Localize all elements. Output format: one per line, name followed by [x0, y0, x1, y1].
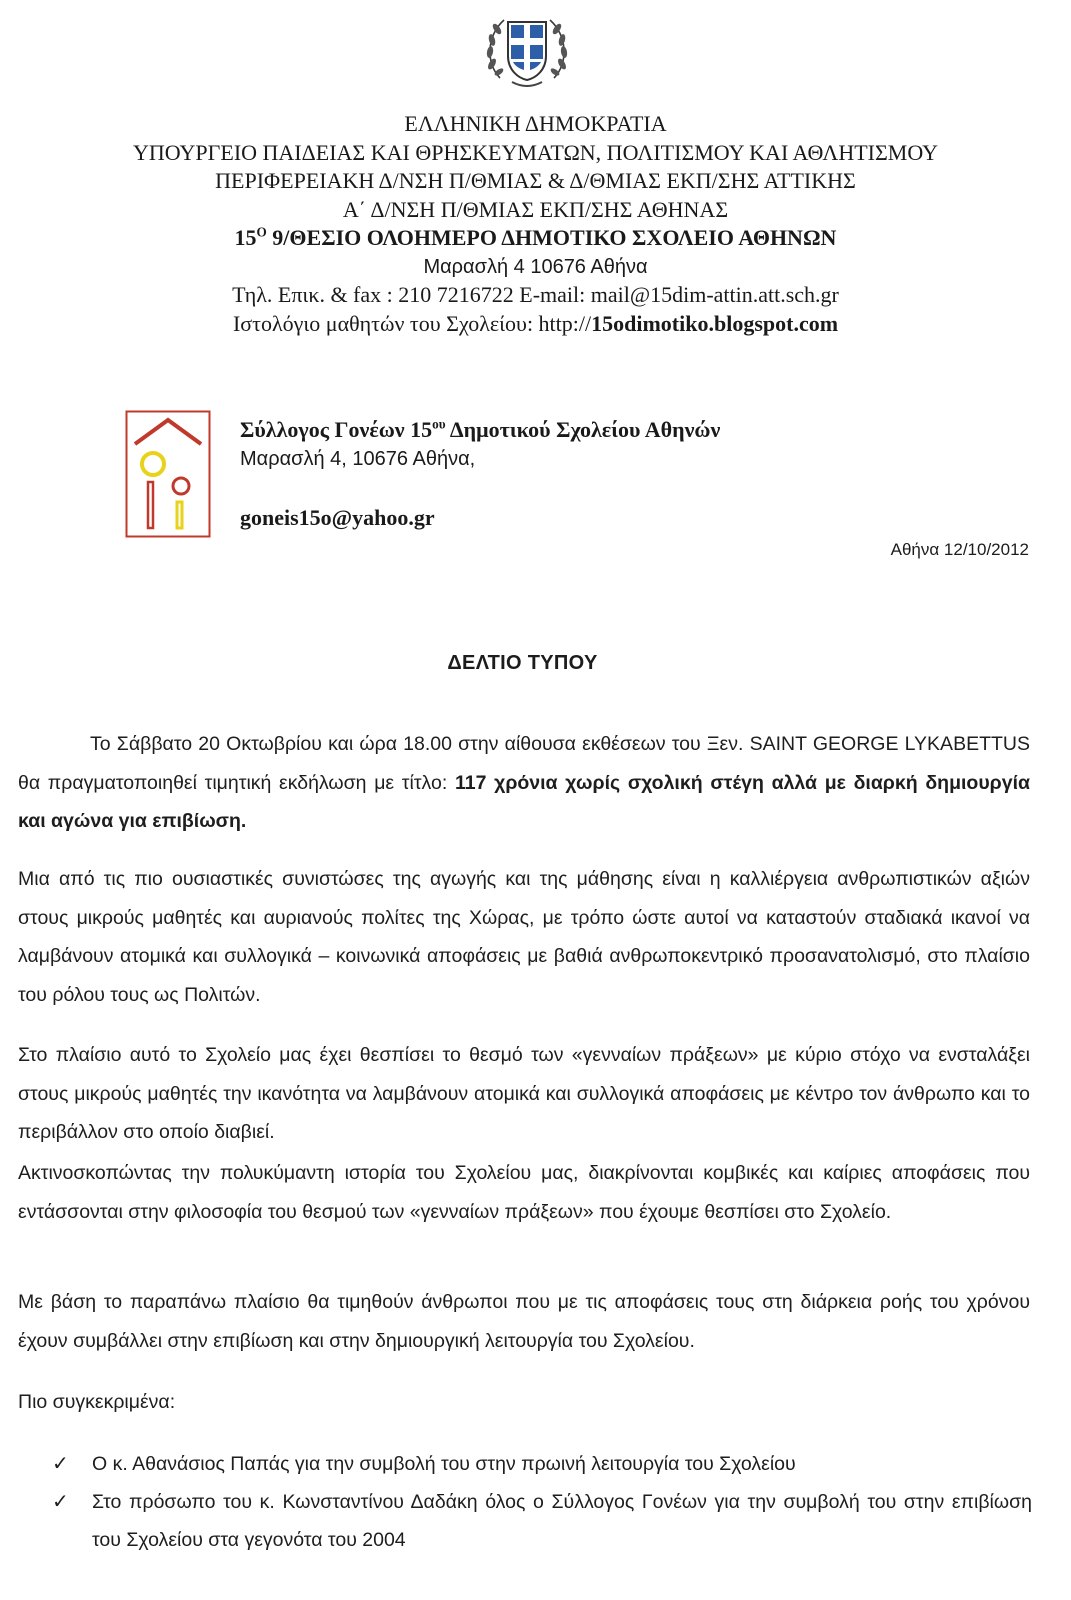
letterhead-regional-directorate: ΠΕΡΙΦΕΡΕΙΑΚΗ Δ/ΝΣΗ Π/ΘΜΙΑΣ & Δ/ΘΜΙΑΣ ΕΚΠ/ΣΗΣ ΑΤΤΙΚΗΣ: [215, 168, 856, 193]
paragraph-values: Μια από τις πιο ουσιαστικές συνιστώσες της αγωγής και της μάθησης είναι η καλλιέργεια ανθρωπιστικών αξιών στους μικρούς μαθητές και αυριανούς πολίτες της Χώρας, με τρόπο ώστε αυτοί να καταστούν σταδιακά ικανοί να λαμβάνουν ατομικά και συλλογικά – κοινωνικά αποφάσεις με βαθιά ανθρωποκεντρικό προσανατολισμό, στο πλαίσιο του ρόλου τους ως Πολιτών.: [18, 868, 1030, 1006]
list-item-text: Στο πρόσωπο του κ. Κωνσταντίνου Δαδάκη όλος ο Σύλλογος Γονέων για την συμβολή του στην επιβίωση του Σχολείου στα γεγονότα του 2004: [92, 1491, 1032, 1551]
paragraph-honorees: Με βάση το παραπάνω πλαίσιο θα τιμηθούν άνθρωποι που με τις αποφάσεις τους στη διάρκεια ροής του χρόνου έχουν συμβάλλει στην επιβίωση και στην δημιουργική λειτουργία του Σχολείου.: [18, 1291, 1030, 1352]
honorees-list: [52, 1445, 1032, 1559]
list-item-text: Ο κ. Αθανάσιος Παπάς για την συμβολή του στην πρωινή λειτουργία του Σχολείου: [92, 1453, 796, 1475]
list-item: [52, 1445, 1032, 1483]
paragraph-history: Ακτινοσκοπώντας την πολυκύμαντη ιστορία του Σχολείου μας, διακρίνονται κομβικές και καίριες αποφάσεις που εντάσσονται στην φιλοσοφία του θεσμού των «γενναίων πράξεων» που έχουμε θεσπίσει στο Σχολείο.: [18, 1162, 1030, 1223]
paragraph-institution: Στο πλαίσιο αυτό το Σχολείο μας έχει θεσπίσει το θεσμό των «γενναίων πράξεων» με κύριο στόχο να ενσταλάξει στους μικρούς μαθητές την ικανότητα να λαμβάνουν ατομικά και συλλογικά αποφάσεις με κέντρο τον άνθρωπο και το περιβάλλον στο οποίο διαβιεί.: [18, 1044, 1030, 1143]
letterhead-directorate: Α΄ Δ/ΝΣΗ Π/ΘΜΙΑΣ ΕΚΠ/ΣΗΣ ΑΘΗΝΑΣ: [342, 196, 729, 222]
letterhead-contact: Τηλ. Επικ. & fax : 210 7216722 E-mail: mail@15dim-attin.att.sch.gr: [232, 282, 839, 307]
greek-emblem-icon: [482, 8, 572, 92]
letterhead-ministry: ΥΠΟΥΡΓΕΙΟ ΠΑΙΔΕΙΑΣ ΚΑΙ ΘΡΗΣΚΕΥΜΑΤΩΝ, ΠΟΛΙΤΙΣΜΟΥ ΚΑΙ ΑΘΛΗΤΙΣΜΟΥ: [132, 139, 939, 165]
letterhead: [0, 110, 1071, 338]
document-title: ΔΕΛΤΙΟ ΤΥΠΟΥ: [447, 652, 598, 674]
letterhead-republic: ΕΛΛΗΝΙΚΗ ΔΗΜΟΚΡΑΤΙΑ: [404, 111, 667, 136]
parents-association-logo: [125, 410, 211, 538]
parents-association: [240, 415, 720, 533]
letterhead-blog: Ιστολόγιο μαθητών του Σχολείου: http://15odimotiko.blogspot.com: [232, 310, 839, 336]
paragraph-event: Το Σάββατο 20 Οκτωβρίου και ώρα 18.00 στην αίθουσα εκθέσεων του Ξεν. SAINT GEORGE LYKABETTUS θα πραγματοποιηθεί τιμητική εκδήλωση με τίτλο: 117 χρόνια χωρίς σχολική στέγη αλλά με διαρκή δημιουργία και αγώνα για επιβίωση.: [18, 733, 1030, 832]
association-name: Σύλλογος Γονέων $15^{o\upsilon}$ Δημοτικού Σχολείου Αθηνών: [240, 416, 721, 442]
event-title: 117 χρόνια χωρίς σχολική στέγη αλλά με διαρκή δημιουργία και αγώνα για επιβίωση.: [18, 771, 1030, 832]
blog-link[interactable]: 15odimotiko.blogspot.com: [591, 310, 839, 336]
association-email[interactable]: goneis15o@yahoo.gr: [240, 505, 435, 530]
checkmark-icon: ✓: [52, 1453, 69, 1475]
paragraph-specifically: Πιο συγκεκριμένα:: [18, 1391, 176, 1413]
letterhead-school-name: $15^O$ 9/ΘΕΣΙΟ ΟΛΟΗΜΕΡΟ ΔΗΜΟΤΙΚΟ ΣΧΟΛΕΙΟ ΑΘΗΝΩΝ: [234, 224, 837, 250]
list-item: [52, 1483, 1032, 1559]
checkmark-icon: ✓: [52, 1491, 69, 1513]
association-address: Μαρασλή 4, 10676 Αθήνα,: [240, 448, 476, 470]
document-date: Αθήνα 12/10/2012: [890, 540, 1029, 559]
letterhead-address: Μαρασλή 4 10676 Αθήνα: [423, 255, 648, 278]
